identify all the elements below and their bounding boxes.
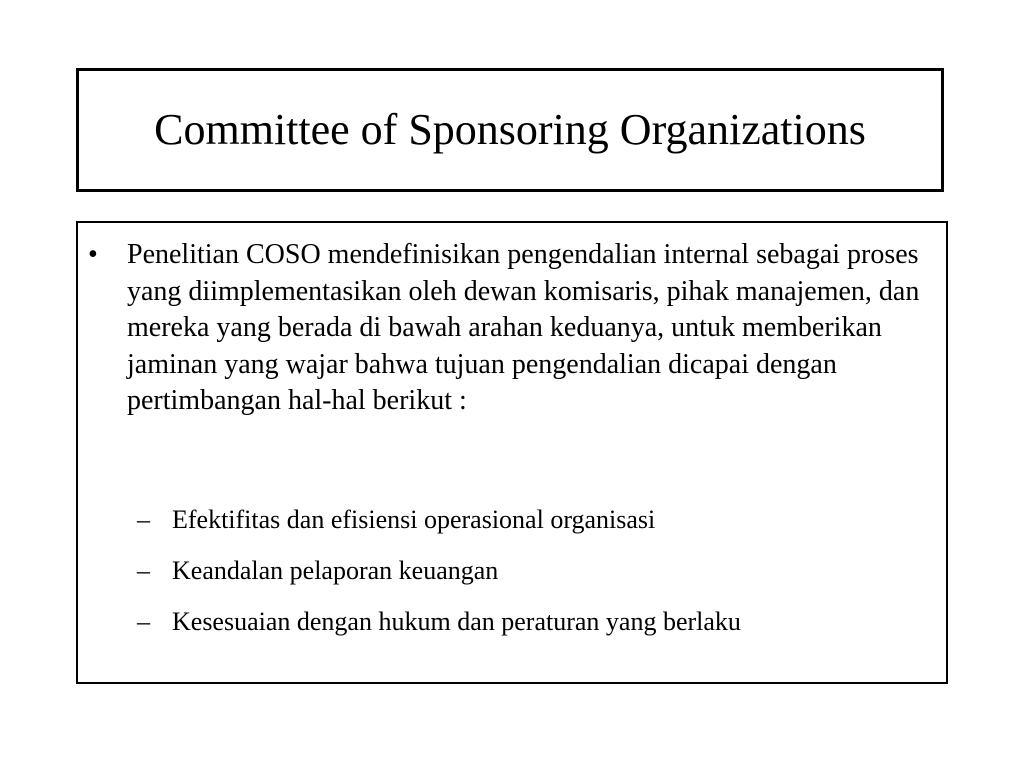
sub-bullet-item bbox=[137, 556, 937, 586]
dash-marker: – bbox=[137, 607, 150, 636]
slide-body-box bbox=[76, 221, 948, 684]
sub-bullet-text: Keandalan pelaporan keuangan bbox=[172, 556, 499, 585]
bullet-marker: • bbox=[88, 239, 98, 270]
dash-marker: – bbox=[137, 505, 150, 534]
bullet-item bbox=[88, 237, 938, 420]
sub-bullet-list bbox=[137, 505, 937, 658]
sub-bullet-item bbox=[137, 505, 937, 535]
sub-bullet-item bbox=[137, 607, 937, 637]
dash-marker: – bbox=[137, 556, 150, 585]
sub-bullet-text: Kesesuaian dengan hukum dan peraturan yang berlaku bbox=[172, 607, 741, 636]
sub-bullet-text: Efektifitas dan efisiensi operasional organisasi bbox=[172, 505, 656, 534]
slide-title: Committee of Sponsoring Organizations bbox=[154, 105, 866, 154]
slide-title-box bbox=[76, 68, 944, 192]
bullet-text: Penelitian COSO mendefinisikan pengendalian internal sebagai proses yang diimplementasikan oleh dewan komisaris, pihak manajemen, dan mereka yang berada di bawah arahan keduanya, untuk memberikan jaminan yang wajar bahwa tujuan pengendalian dicapai dengan pertimbangan hal-hal berikut : bbox=[127, 239, 920, 416]
